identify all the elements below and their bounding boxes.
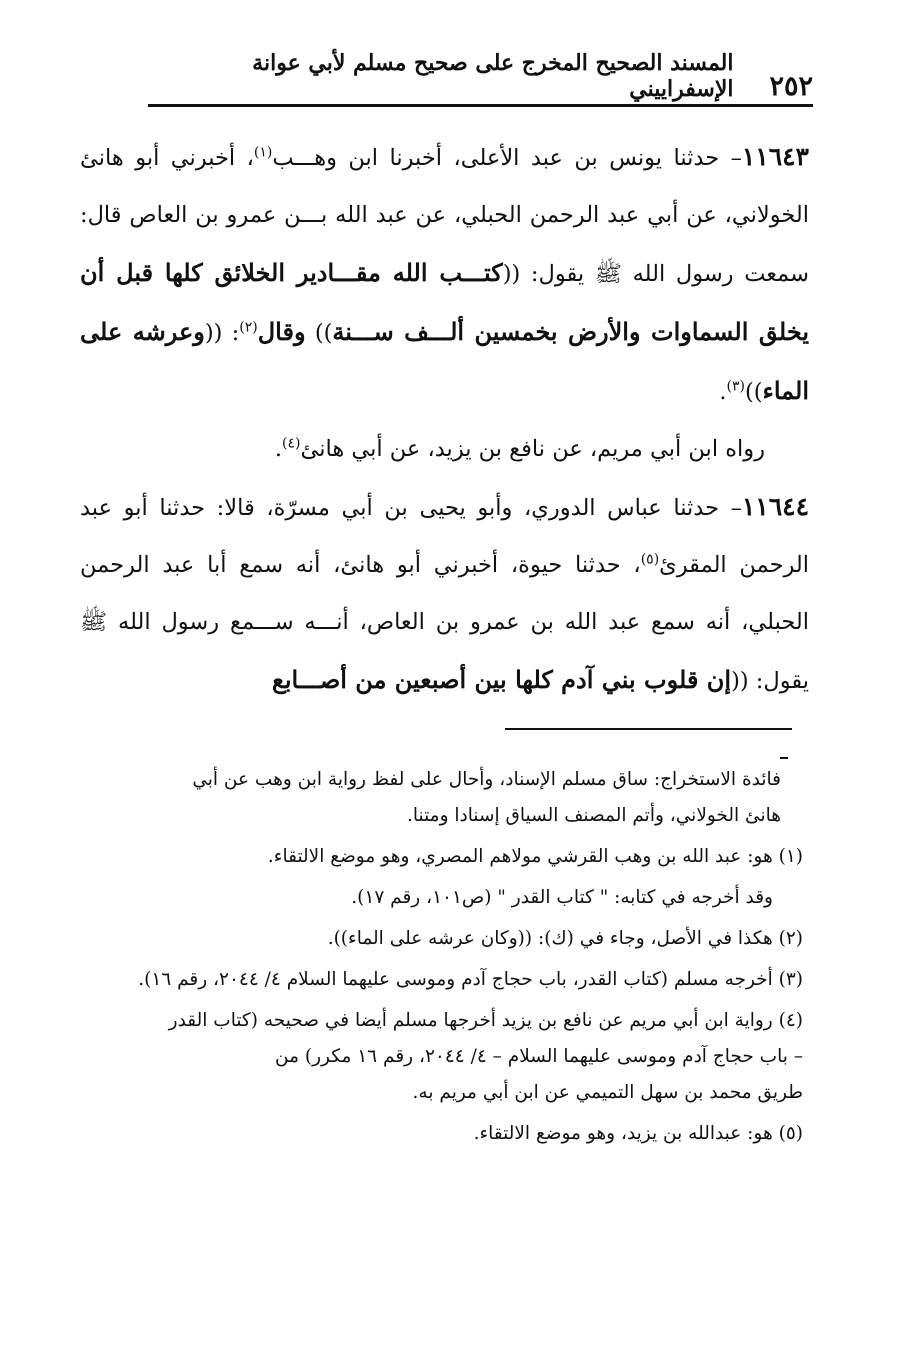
- footnote-1: (١) هو: عبد الله بن وهب القرشي مولاهم المصري، وهو موضع الالتقاء.: [267, 846, 803, 867]
- footnote-4-line-2: – باب حجاج آدم وموسى عليهما السلام – ٤/ ٢٠٤٤، رقم ١٦ مكرر) من: [275, 1046, 803, 1067]
- quote-close: )): [744, 379, 763, 405]
- footnote-5: (٥) هو: عبدالله بن يزيد، وهو موضع الالتقاء.: [473, 1123, 803, 1144]
- page-number: ٢٥٢: [769, 71, 813, 102]
- matn-text-2: وعرشه على الماء: [80, 317, 809, 405]
- isnad-text: ، حدثنا حيوة، أخبرني أبو هانئ، أنه سمع أبا عبد الرحمن الحبلي، أنه سمع عبد الله بن عمرو بن العاص، أنـــه ســـمع رسول الله ﷺ يقول: ((: [80, 552, 809, 694]
- isnad-text: ، أخبرني أبو هانئ الخولاني، عن أبي عبد الرحمن الحبلي، عن عبد الله بـــن عمرو بن العاص قال: سمعت رسول الله ﷺ يقول: ((: [80, 145, 809, 287]
- footnote-ref-5[interactable]: (٥): [640, 551, 660, 568]
- main-text: [80, 128, 809, 710]
- page-header: [148, 50, 813, 107]
- footnote-3: (٣) أخرجه مسلم (كتاب القدر، باب حجاج آدم وموسى عليهما السلام ٤/ ٢٠٤٤، رقم ١٦).: [138, 969, 803, 990]
- footnote-ref-4[interactable]: (٤): [282, 435, 301, 452]
- footnote-ref-1[interactable]: (١): [253, 144, 273, 161]
- faida-line-1: فائدة الاستخراج: ساق مسلم الإسناد، وأحال على لفظ رواية ابن وهب عن أبي: [192, 769, 781, 790]
- hadith-11643: [80, 128, 809, 421]
- footnote-2: (٢) هكذا في الأصل، وجاء في (ك): ((وكان عرشه على الماء)).: [327, 928, 803, 949]
- matn-text: إن قلوب بني آدم كلها بين أصبعين من أصـــابع: [272, 665, 732, 694]
- quote-open: : ((: [204, 320, 240, 346]
- hadith-number: ١١٦٤٤: [741, 492, 809, 521]
- footnote-faida: [80, 762, 803, 834]
- footnote-4-line-1: (٤) رواية ابن أبي مريم عن نافع بن يزيد أخرجها مسلم أيضا في صحيحه (كتاب القدر: [168, 1010, 803, 1031]
- riwaya-line: [80, 421, 809, 478]
- riwaya-text: رواه ابن أبي مريم، عن نافع بن يزيد، عن أبي هانئ: [300, 436, 765, 462]
- footnote-ref-2[interactable]: (٢): [239, 319, 258, 336]
- footnote-separator: [505, 728, 792, 730]
- matn-text: كتـــب الله مقـــادير الخلائق كلها قبل أن يخلق السماوات والأرض بخمسين ألـــف ســـنة: [80, 258, 809, 346]
- footnotes: [80, 762, 803, 1157]
- wa-qal: وقال: [257, 317, 306, 346]
- faida-line-2: هانئ الخولاني، وأتم المصنف السياق إسنادا ومتنا.: [406, 805, 781, 826]
- isnad-text: – حدثنا عباس الدوري، وأبو يحيى بن أبي مسرّة، قالا: حدثنا أبو عبد الرحمن المقرئ: [80, 495, 809, 578]
- period: .: [274, 436, 282, 462]
- footnote-4: [80, 1003, 803, 1111]
- hadith-11644: [80, 478, 809, 710]
- period: .: [719, 379, 727, 405]
- footnote-4-line-3: طريق محمد بن سهل التميمي عن ابن أبي مريم به.: [412, 1082, 803, 1103]
- footnote-ref-3[interactable]: (٣): [726, 378, 745, 395]
- footnote-1-continued: وقد أخرجه في كتابه: " كتاب القدر " (ص١٠١، رقم ١٧).: [351, 887, 773, 908]
- running-title: المسند الصحيح المخرج على صحيح مسلم لأبي عوانة الإسفراييني: [252, 50, 734, 102]
- quote-close: )): [314, 320, 333, 346]
- footnote-dash: [780, 757, 788, 759]
- isnad-text: – حدثنا يونس بن عبد الأعلى، أخبرنا ابن وهـــب: [272, 145, 742, 171]
- hadith-number: ١١٦٤٣: [741, 142, 809, 171]
